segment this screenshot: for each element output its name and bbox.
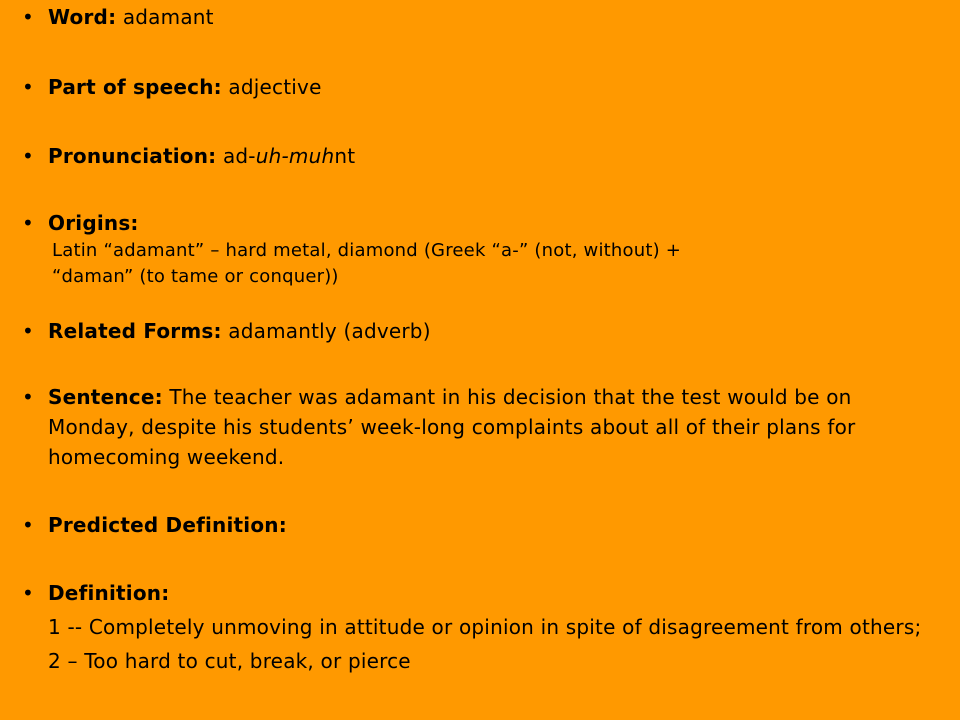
origins-item <box>22 208 940 290</box>
part-of-speech-item <box>22 72 940 102</box>
part-of-speech-label: Part of speech: <box>48 75 222 99</box>
predicted-definition-item <box>22 510 940 540</box>
bullet-icon: • <box>22 75 34 99</box>
word-value: adamant <box>122 5 214 29</box>
bullet-icon: • <box>22 144 34 168</box>
sentence-label: Sentence: <box>48 385 163 409</box>
pronunciation-prefix: ad- <box>222 144 256 168</box>
bullet-icon: • <box>22 513 34 537</box>
related-forms-label: Related Forms: <box>48 319 222 343</box>
word-label: Word: <box>48 5 117 29</box>
origins-label: Origins: <box>48 211 139 235</box>
bullet-icon: • <box>22 319 34 343</box>
pronunciation-stressed: uh-muh <box>255 144 335 168</box>
pronunciation-suffix: nt <box>334 144 356 168</box>
bullet-icon: • <box>22 5 34 29</box>
origins-line-2: “daman” (to tame or conquer)) <box>52 266 339 287</box>
related-forms-item <box>22 316 940 346</box>
definition-line-2: 2 – Too hard to cut, break, or pierce <box>48 649 411 673</box>
sentence-item <box>22 382 940 472</box>
related-forms-value: adamantly (adverb) <box>228 319 431 343</box>
pronunciation-item <box>22 141 940 171</box>
pronunciation-label: Pronunciation: <box>48 144 217 168</box>
word-item <box>22 2 940 32</box>
sentence-value: The teacher was adamant in his decision that the test would be on Monday, despite his students’ week-long complaints about all of their plans for homecoming weekend. <box>48 385 856 469</box>
definition-line-1: 1 -- Completely unmoving in attitude or opinion in spite of disagreement from others; <box>48 615 922 639</box>
bullet-icon: • <box>22 385 34 409</box>
origins-line-1: Latin “adamant” – hard metal, diamond (Greek “a-” (not, without) + <box>52 240 682 261</box>
definition-item <box>22 578 940 676</box>
bullet-icon: • <box>22 581 34 605</box>
part-of-speech-value: adjective <box>228 75 322 99</box>
predicted-definition-label: Predicted Definition: <box>48 513 287 537</box>
definition-label: Definition: <box>48 581 170 605</box>
bullet-icon: • <box>22 211 34 235</box>
